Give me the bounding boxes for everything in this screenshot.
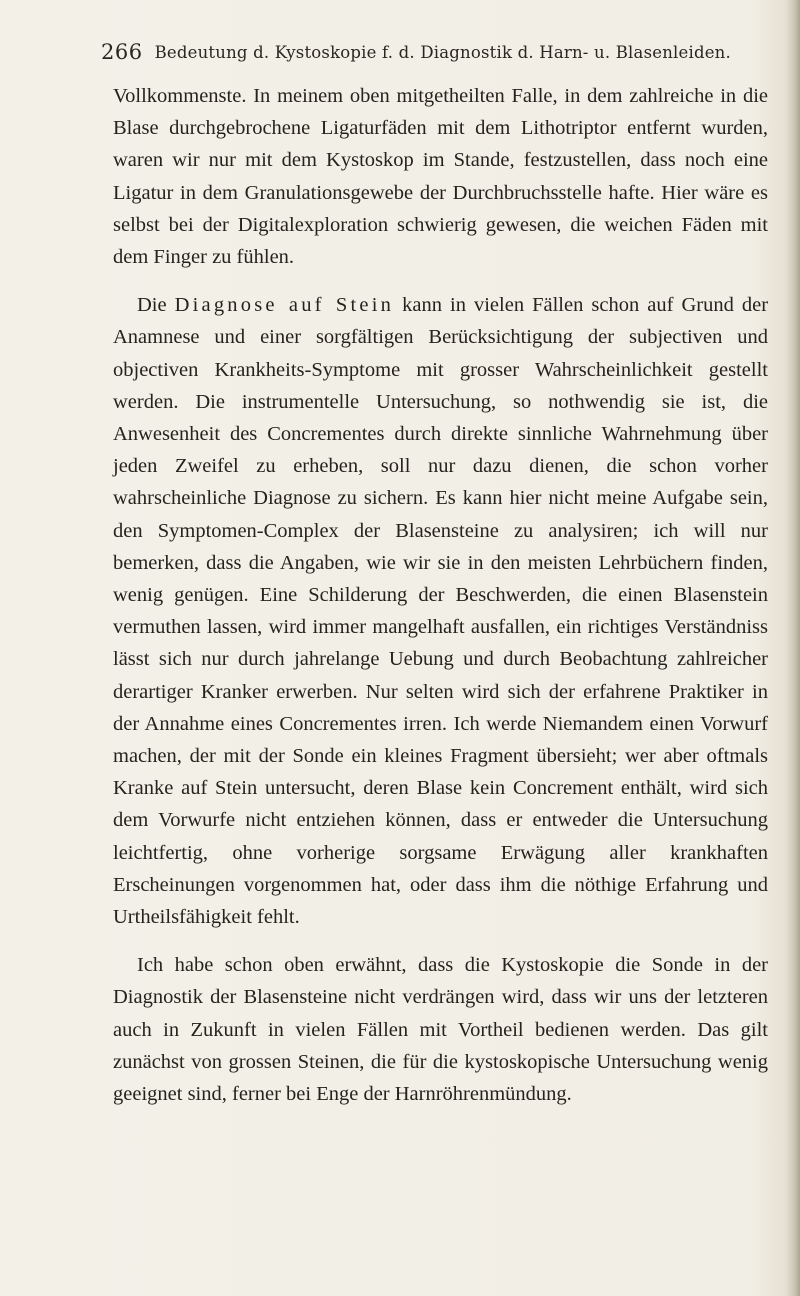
paragraph-3: Ich habe schon oben erwähnt, dass die Kystoskopie die Sonde in der Diagnostik der Blasensteine nicht verdrängen wird, dass wir uns der letzteren auch in Zukunft in vielen Fällen mit Vortheil bedienen werden. Das gilt zunächst von grossen Steinen, die für die kystoskopische Untersuchung wenig geeignet sind, ferner bei Enge der Harnröhrenmündung. (113, 954, 768, 1106)
paragraph-2-text: kann in vielen Fällen schon auf Grund der Anamnese und einer sorgfältigen Berücksichtigung der subjectiven und objectiven Krankheits-Symptome mit grosser Wahrscheinlichkeit gestellt werden. Die instrumentelle Untersuchung, so nothwendig sie ist, die Anwesenheit des Concrementes durch direkte sinnliche Wahrnehmung über jeden Zweifel zu erheben, soll nur dazu dienen, die schon vorher wahrscheinliche Diagnose zu sichern. Es kann hier nicht meine Aufgabe sein, den Symptomen-Complex der Blasensteine zu analysiren; ich will nur bemerken, dass die Angaben, wie wir sie in den meisten Lehrbüchern finden, wenig genügen. Eine Schilderung der Beschwerden, die einen Blasenstein vermuthen lassen, wird immer mangelhaft ausfallen, ein richtiges Verständniss lässt sich nur durch jahrelange Uebung und durch Beobachtung zahlreicher derartiger Kranker erwerben. Nur selten wird sich der erfahrene Praktiker in der Annahme eines Concrementes irren. Ich werde Niemandem einen Vorwurf machen, der mit der Sonde ein kleines Fragment übersieht; wer aber oftmals Kranke auf Stein untersucht, deren Blase kein Concrement enthält, wird sich dem Vorwurfe nicht entziehen können, dass er entweder die Untersuchung leichtfertig, ohne vorherige sorgsame Erwägung aller krankhaften Erscheinungen vorgenommen hat, oder dass ihm die nöthige Erfahrung und Urtheilsfähigkeit fehlt. (113, 294, 769, 929)
header-title: Bedeutung d. Kystoskopie f. d. Diagnostik d. Harn- u. Blasenleiden. (154, 43, 731, 62)
paragraph-2-lead: Die (137, 294, 167, 317)
paragraph-gap (113, 933, 768, 949)
paragraph-2 (113, 289, 768, 933)
running-header (101, 40, 761, 64)
page-number: 266 (101, 40, 143, 64)
paragraph-1: Vollkommenste. In meinem oben mitgetheilten Falle, in dem zahlreiche in die Blase durchgebrochene Ligaturfäden mit dem Lithotriptor entfernt wurden, waren wir nur mit dem Kystoskop im Stande, festzustellen, dass noch eine Ligatur in dem Granulationsgewebe der Durchbruchsstelle hafte. Hier wäre es selbst bei der Digitalexploration schwierig gewesen, die weichen Fäden mit dem Finger zu fühlen. (113, 85, 768, 269)
paragraph-2-spaced-emphasis: Diagnose auf Stein (174, 294, 395, 317)
paragraph-gap (113, 273, 768, 289)
page-gutter-shadow (786, 0, 800, 1296)
body-text (113, 80, 768, 1110)
